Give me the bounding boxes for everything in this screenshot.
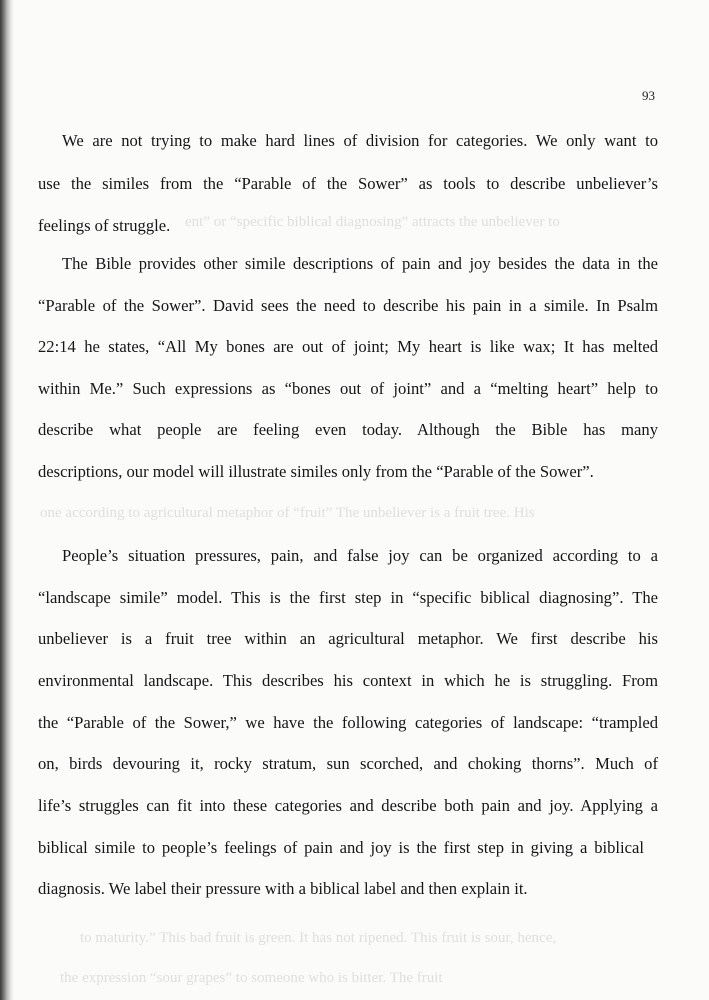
paragraph-1-line-2: use the similes from the “Parable of the Sower” as tools to describe unbeliever’s [38,174,658,193]
bleed-through-text: ent” or “specific biblical diagnosing” attracts the unbeliever to [185,214,560,230]
paragraph-1-line-1: We are not trying to make hard lines of division for categories. We only want to [62,131,658,150]
paragraph-3-line-7: life’s struggles can fit into these categories and describe both pain and joy. Applying a [38,796,658,815]
paragraph-2-line-1: The Bible provides other simile descriptions of pain and joy besides the data in the [62,254,658,273]
paragraph-3-line-9: diagnosis. We label their pressure with a biblical label and then explain it. [38,879,528,898]
paragraph-3-line-3: unbeliever is a fruit tree within an agricultural metaphor. We first describe his [38,629,658,648]
paragraph-3-line-1: People’s situation pressures, pain, and false joy can be organized according to a [62,546,658,565]
paragraph-3-line-4: environmental landscape. This describes his context in which he is struggling. From [38,671,658,690]
paragraph-2-line-4: within Me.” Such expressions as “bones out of joint” and a “melting heart” help to [38,379,658,398]
paragraph-3-line-2: “landscape simile” model. This is the first step in “specific biblical diagnosing”. The [38,588,658,607]
paragraph-3-line-5: the “Parable of the Sower,” we have the following categories of landscape: “trampled [38,713,658,732]
paragraph-2-line-3: 22:14 he states, “All My bones are out of joint; My heart is like wax; It has melted [38,337,658,356]
binding-shadow [0,0,14,1000]
paragraph-3-line-8: biblical simile to people’s feelings of pain and joy is the first step in giving a biblical [38,838,644,857]
paragraph-1-line-3: feelings of struggle. [38,216,171,235]
page-number: 93 [642,88,655,103]
bleed-through-text: to maturity.” This bad fruit is green. It has not ripened. This fruit is sour, hence, [80,930,557,946]
bleed-through-text: one according to agricultural metaphor of “fruit” The unbeliever is a fruit tree. His [40,505,535,521]
paragraph-3-line-6: on, birds devouring it, rocky stratum, sun scorched, and choking thorns”. Much of [38,754,658,773]
paragraph-2-line-5: describe what people are feeling even today. Although the Bible has many [38,420,658,439]
bleed-through-text: the expression “sour grapes” to someone who is bitter. The fruit [60,970,443,986]
paragraph-2-line-2: “Parable of the Sower”. David sees the need to describe his pain in a simile. In Psalm [38,296,658,315]
paragraph-2-line-6: descriptions, our model will illustrate similes only from the “Parable of the Sower”. [38,462,594,481]
